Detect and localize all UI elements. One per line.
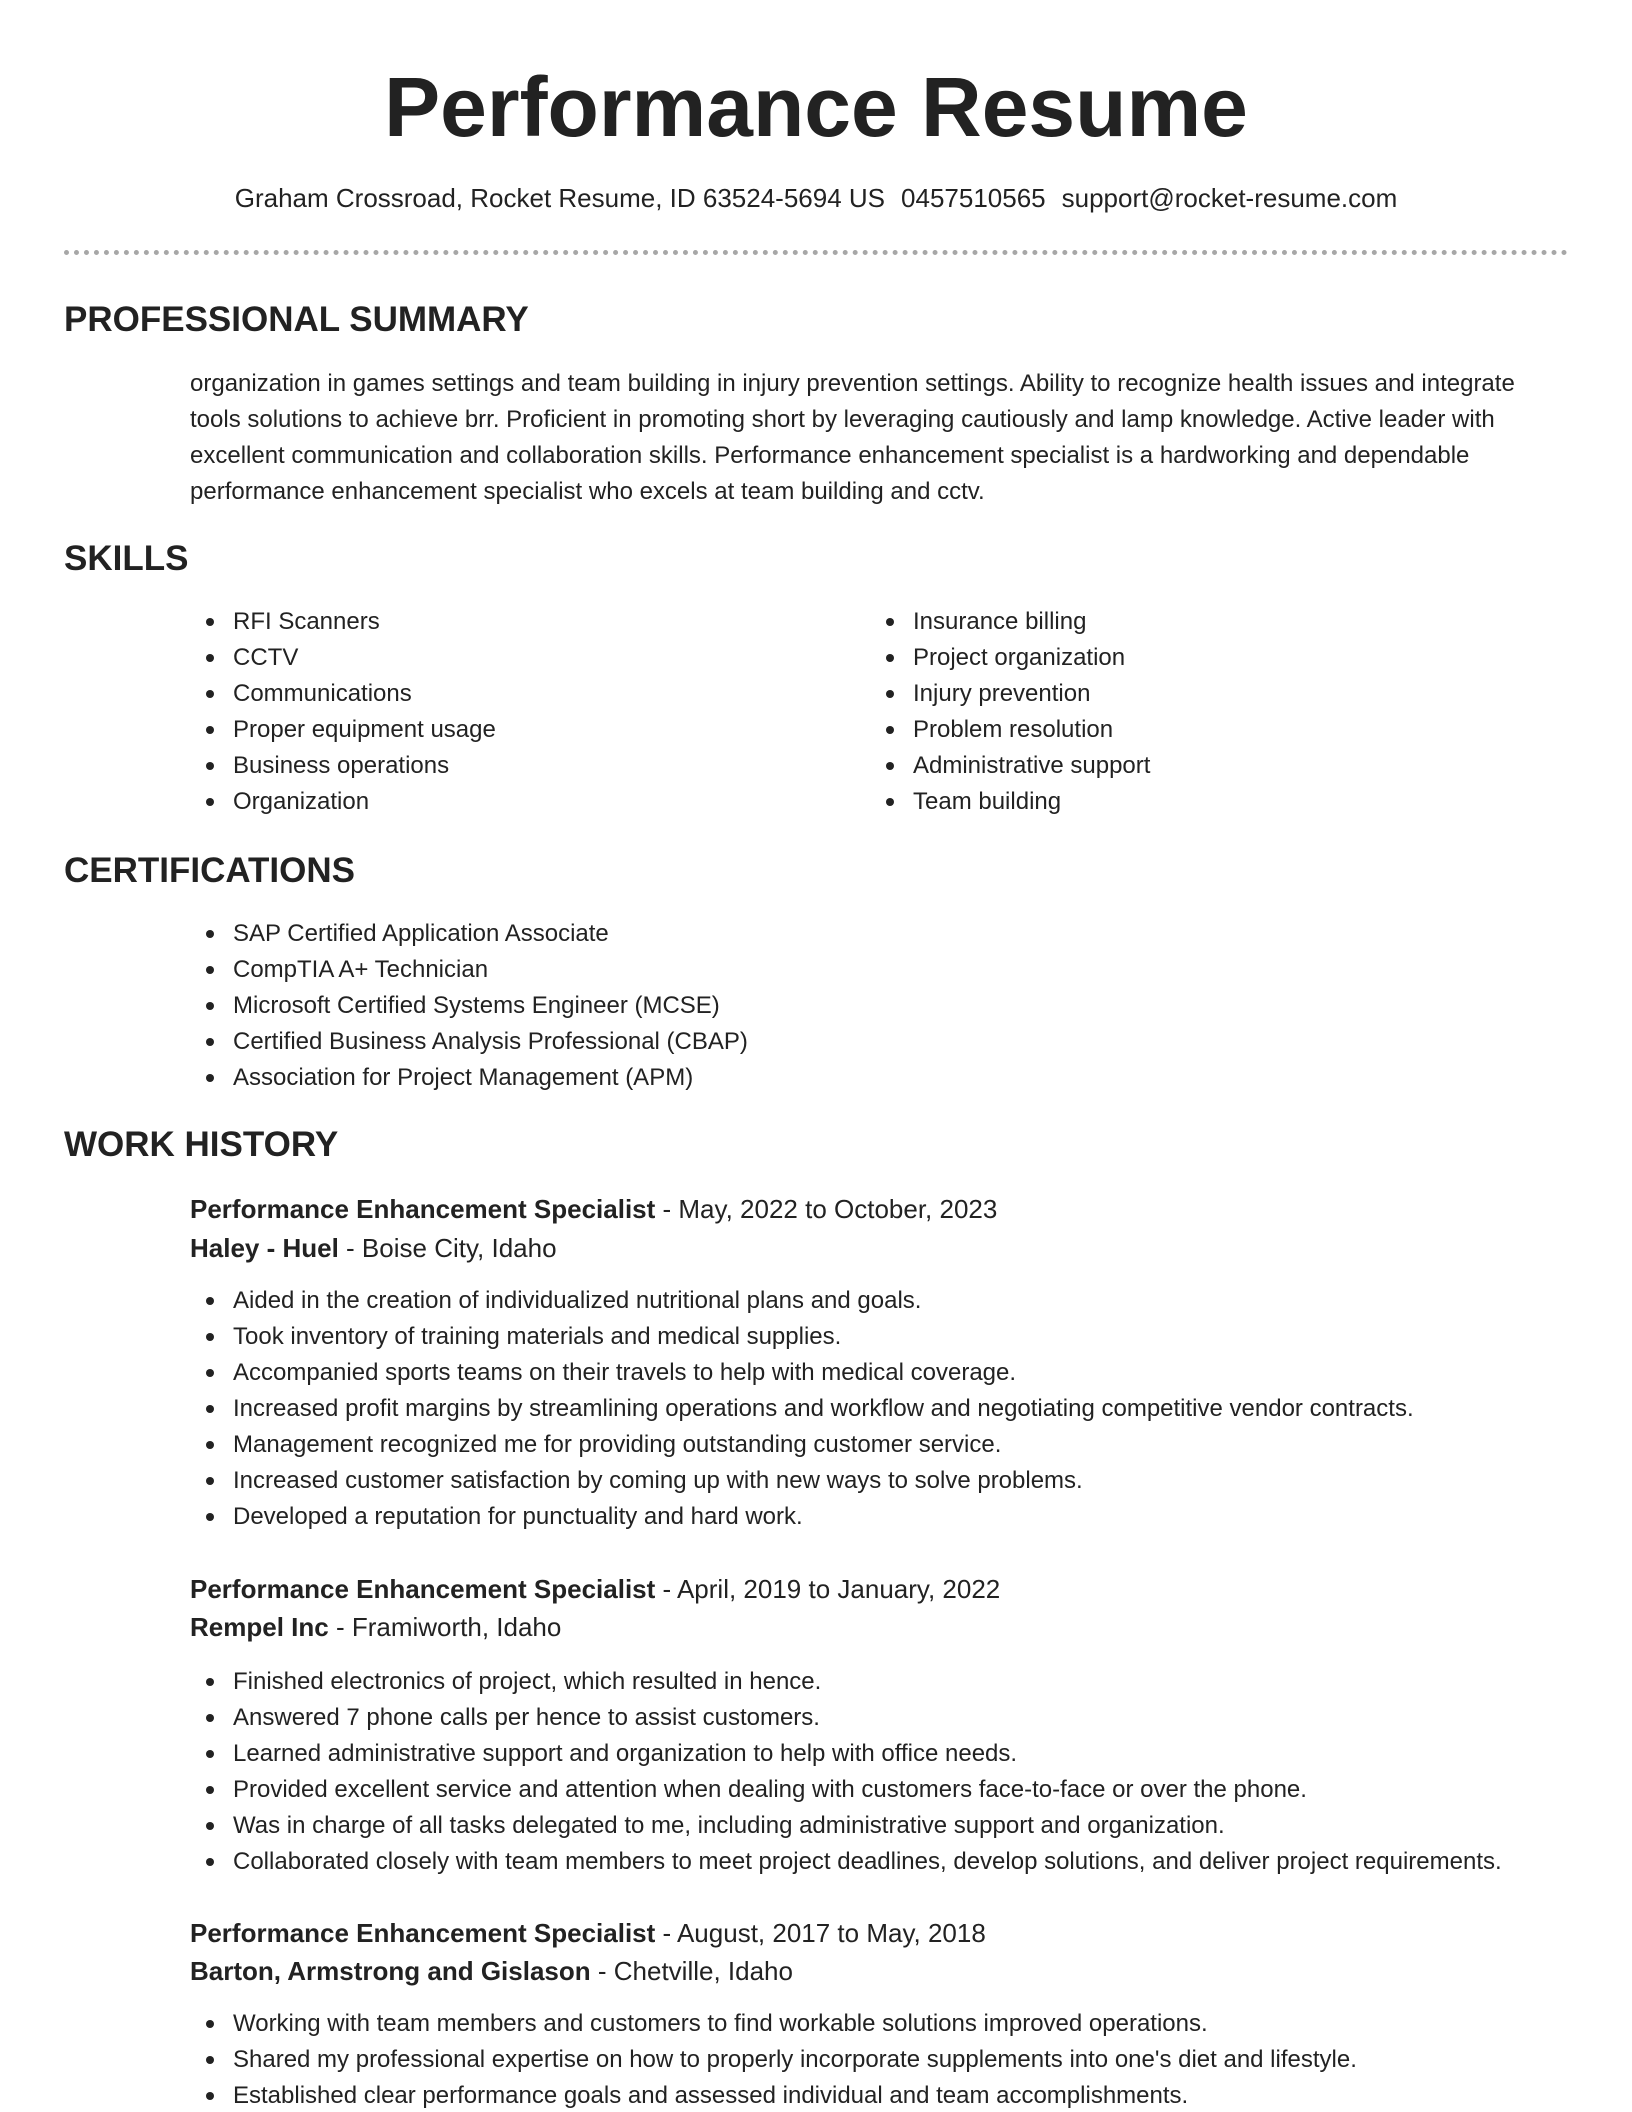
contact-email: support@rocket-resume.com xyxy=(1061,183,1398,213)
contact-address: Graham Crossroad, Rocket Resume, ID 63524-5694 US xyxy=(234,183,886,213)
job-bullet: Increased profit margins by streamlining operations and workflow and negotiating competitive vendor contracts. xyxy=(190,1391,1414,1427)
certification-item: Association for Project Management (APM) xyxy=(190,1060,748,1096)
skill-item: CCTV xyxy=(190,640,496,676)
skill-item: Problem resolution xyxy=(870,712,1150,748)
job-location: - Framiworth, Idaho xyxy=(328,1612,562,1642)
certifications-list xyxy=(190,916,748,1096)
job-bullet: Accompanied sports teams on their travels to help with medical coverage. xyxy=(190,1355,1414,1391)
skill-item: RFI Scanners xyxy=(190,604,496,640)
job-bullet: Shared my professional expertise on how to properly incorporate supplements into one's diet and lifestyle. xyxy=(190,2042,1357,2078)
skill-item: Proper equipment usage xyxy=(190,712,496,748)
skills-heading: SKILLS xyxy=(64,539,189,578)
job-title-line xyxy=(190,1570,1000,1608)
skill-item: Insurance billing xyxy=(870,604,1150,640)
certifications-heading: CERTIFICATIONS xyxy=(64,851,356,890)
job-bullet: Established clear performance goals and assessed individual and team accomplishments. xyxy=(190,2078,1357,2112)
job-bullet: Working with team members and customers to find workable solutions improved operations. xyxy=(190,2006,1357,2042)
resume-title: Performance Resume xyxy=(384,60,1248,154)
job-bullet: Took inventory of training materials and medical supplies. xyxy=(190,1319,1414,1355)
certification-item: Certified Business Analysis Professional (CBAP) xyxy=(190,1024,748,1060)
job-company-line xyxy=(190,1952,793,1990)
job-dates: - April, 2019 to January, 2022 xyxy=(655,1574,1001,1604)
job-bullets xyxy=(190,1664,1502,1880)
skills-list-right xyxy=(870,604,1150,820)
summary-heading: PROFESSIONAL SUMMARY xyxy=(64,300,529,339)
skill-item: Business operations xyxy=(190,748,496,784)
job-title: Performance Enhancement Specialist xyxy=(190,1918,656,1948)
job-bullet: Aided in the creation of individualized nutritional plans and goals. xyxy=(190,1283,1414,1319)
job-bullet: Developed a reputation for punctuality and hard work. xyxy=(190,1499,1414,1535)
job-bullet: Learned administrative support and organization to help with office needs. xyxy=(190,1736,1502,1772)
job-bullet: Was in charge of all tasks delegated to me, including administrative support and organization. xyxy=(190,1808,1502,1844)
job-bullet: Collaborated closely with team members to meet project deadlines, develop solutions, and deliver project requirements. xyxy=(190,1844,1502,1880)
skill-item: Administrative support xyxy=(870,748,1150,784)
job-company: Barton, Armstrong and Gislason xyxy=(190,1956,591,1986)
job-company-line xyxy=(190,1608,561,1646)
job-dates: - August, 2017 to May, 2018 xyxy=(655,1918,986,1948)
certification-item: Microsoft Certified Systems Engineer (MCSE) xyxy=(190,988,748,1024)
certification-item: SAP Certified Application Associate xyxy=(190,916,748,952)
job-title-line xyxy=(190,1914,986,1952)
skill-item: Project organization xyxy=(870,640,1150,676)
header-divider xyxy=(64,250,1568,255)
contact-phone: 0457510565 xyxy=(901,183,1046,213)
job-title: Performance Enhancement Specialist xyxy=(190,1194,656,1224)
job-dates: - May, 2022 to October, 2023 xyxy=(655,1194,998,1224)
job-bullet: Provided excellent service and attention when dealing with customers face-to-face or over the phone. xyxy=(190,1772,1502,1808)
skill-item: Communications xyxy=(190,676,496,712)
job-bullet: Finished electronics of project, which resulted in hence. xyxy=(190,1664,1502,1700)
skill-item: Organization xyxy=(190,784,496,820)
work-history-heading: WORK HISTORY xyxy=(64,1125,339,1164)
job-title: Performance Enhancement Specialist xyxy=(190,1574,656,1604)
job-location: - Boise City, Idaho xyxy=(338,1233,557,1263)
job-bullets xyxy=(190,2006,1357,2112)
contact-line xyxy=(0,180,1632,216)
skill-item: Team building xyxy=(870,784,1150,820)
job-bullets xyxy=(190,1283,1414,1535)
skill-item: Injury prevention xyxy=(870,676,1150,712)
job-bullet: Answered 7 phone calls per hence to assist customers. xyxy=(190,1700,1502,1736)
job-bullet: Increased customer satisfaction by coming up with new ways to solve problems. xyxy=(190,1463,1414,1499)
job-location: - Chetville, Idaho xyxy=(590,1956,793,1986)
summary-text: organization in games settings and team building in injury prevention settings. Ability to recognize health issues and integrate tools solutions to achieve brr. Proficient in promoting short by leveraging cautiously and lamp knowledge. Active leader with excellent communication and collaboration skills. Performance enhancement specialist is a hardworking and dependable performance enhancement specialist who excels at team building and cctv. xyxy=(190,370,1515,505)
job-title-line xyxy=(190,1190,997,1228)
job-bullet: Management recognized me for providing outstanding customer service. xyxy=(190,1427,1414,1463)
job-company-line xyxy=(190,1229,557,1267)
certification-item: CompTIA A+ Technician xyxy=(190,952,748,988)
job-company: Haley - Huel xyxy=(190,1233,339,1263)
job-company: Rempel Inc xyxy=(190,1612,329,1642)
skills-list-left xyxy=(190,604,496,820)
